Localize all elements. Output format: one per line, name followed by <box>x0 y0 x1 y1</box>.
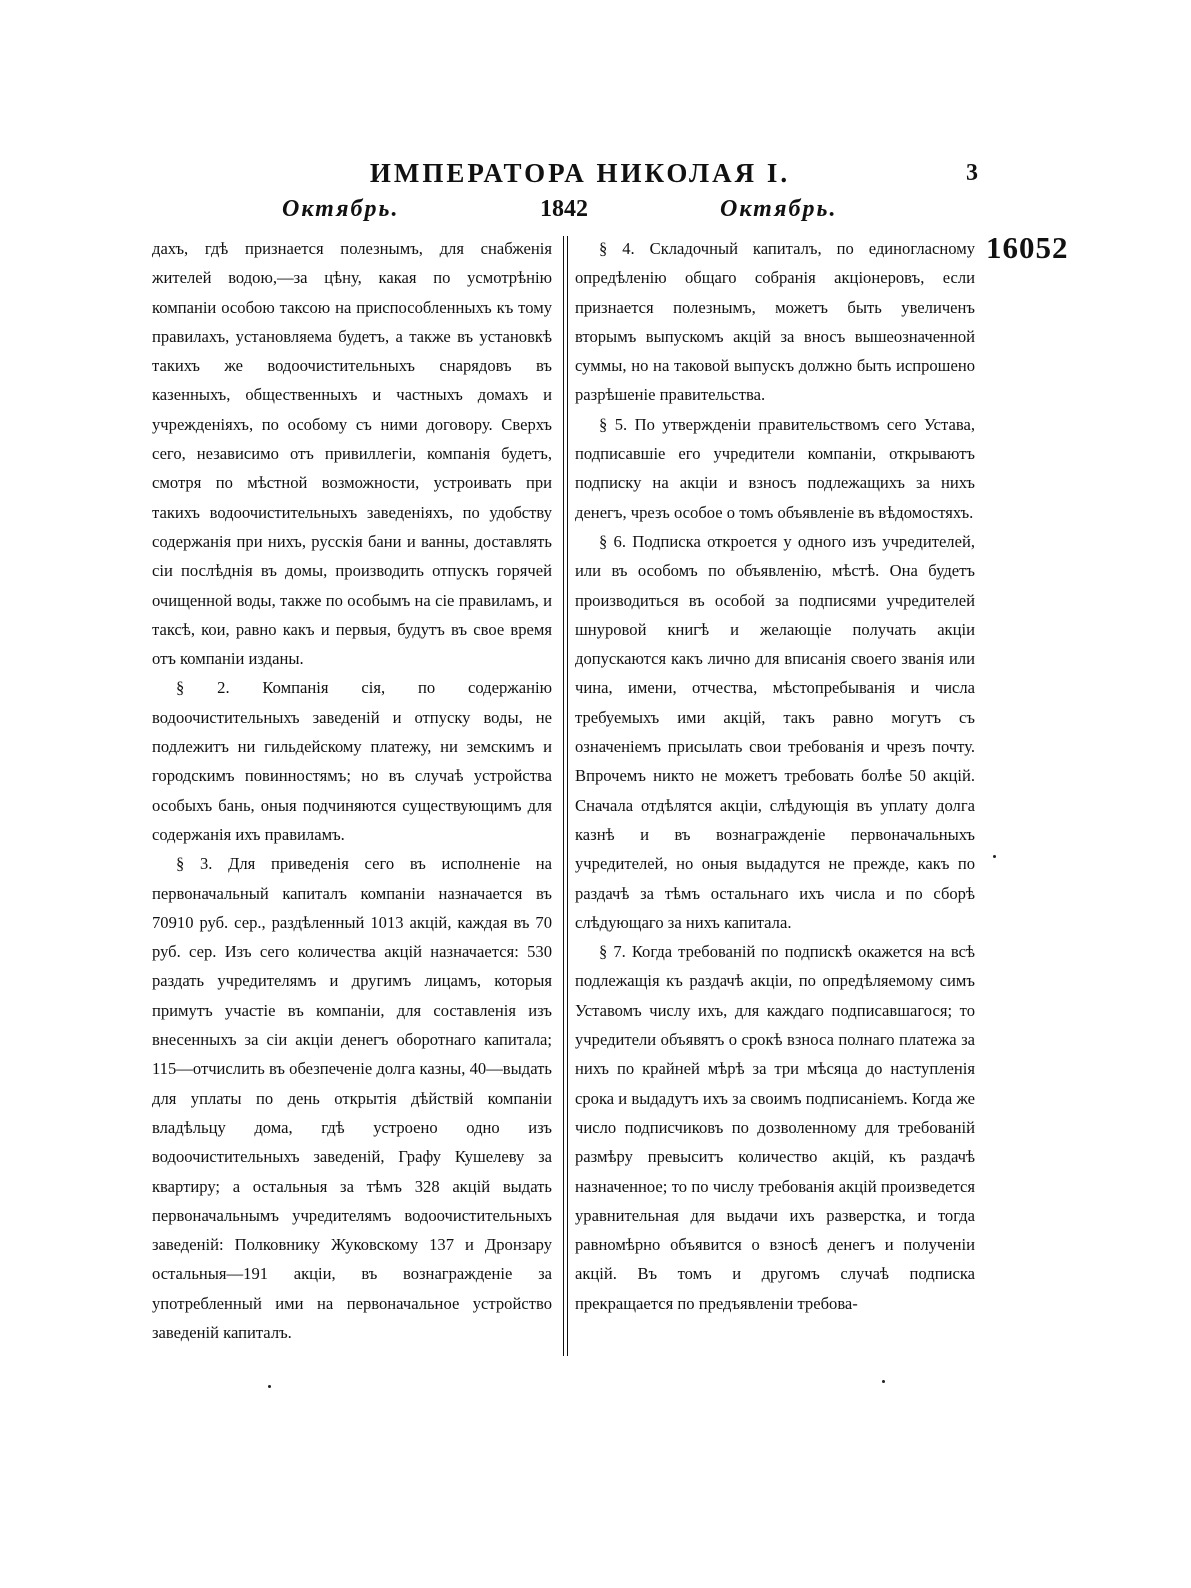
paragraph-continuation: дахъ, гдѣ признается полезнымъ, для снабженія жителей водою,—за цѣну, какая по усмотрѣнію компаніи особою таксою на приспособленныхъ къ тому правилахъ, установляема будетъ, а также въ установкѣ такихъ же водоочистительныхъ снарядовъ въ казенныхъ, общественныхъ и частныхъ домахъ и учрежденіяхъ, по особому съ ними договору. Сверхъ сего, независимо отъ привиллегіи, компанія будетъ, смотря по мѣстной возможности, устроивать при такихъ водоочистительныхъ заведеніяхъ, по удобству содержанія при нихъ, русскія бани и ванны, доставлять сіи послѣднія въ домы, производить отпускъ горячей очищенной воды, также по особымъ на сіе правиламъ, и таксѣ, кои, равно какъ и первыя, будутъ въ свое время отъ компаніи изданы. <box>152 239 552 669</box>
paragraph-section-6: § 6. Подписка откроется у одного изъ учредителей, или въ особомъ по объявленію, мѣстѣ. Она будетъ производиться въ особой за подписями учредителей шнуровой книгѣ и желающіе получать акціи допускаются какъ лично для вписанія своего званія или чина, имени, отчества, мѣстопребыванія и числа требуемыхъ ими акцій, такъ равно могутъ съ означеніемъ присылать свои требованія и чрезъ почту. Впрочемъ никто не можетъ требовать болѣе 50 акцій. Сначала отдѣлятся акціи, слѣдующія въ уплату долга казнѣ и въ вознагражденіе первоначальныхъ учредителей, но оныя выдадутся не прежде, какъ по раздачѣ за тѣмъ остальнаго ихъ числа и по сборѣ слѣдующаго за нихъ капитала. <box>575 531 975 932</box>
paragraph-section-2: § 2. Компанія сія, по содержанію водоочистительныхъ заведеній и отпуску воды, не подлежитъ ни гильдейскому платежу, ни земскимъ и городскимъ повинностямъ; но въ случаѣ устройства особыхъ бань, оныя подчиняются существующимъ для содержанія ихъ правиламъ. <box>152 678 552 844</box>
ink-speck <box>882 1380 885 1383</box>
right-column <box>575 234 975 1318</box>
dateline-year: 1842 <box>540 196 588 222</box>
paragraph-section-4: § 4. Складочный капиталъ, по единогласному опредѣленію общаго собранія акціонеровъ, если признается полезнымъ, можетъ быть увеличенъ вторымъ выпускомъ акцій за вносъ вышеозначенной суммы, но на таковой выпускъ должно быть испрошено разрѣшеніе правительства. <box>575 239 975 405</box>
running-title: ИМПЕРАТОРА НИКОЛАЯ I. <box>369 158 791 188</box>
left-column <box>152 234 552 1347</box>
page-number: 3 <box>966 160 978 186</box>
law-number: 16052 <box>986 230 1069 265</box>
paragraph-section-5: § 5. По утвержденіи правительствомъ сего Устава, подписавшіе его учредители компаніи, открываютъ подписку на акціи и взносъ подлежащихъ за нихъ денегъ, чрезъ особое о томъ объявленіе въ вѣдомостяхъ. <box>575 414 975 522</box>
dateline-month-left: Октябрь. <box>282 196 400 222</box>
dateline-month-right: Октябрь. <box>720 196 838 222</box>
column-divider <box>563 236 568 1356</box>
ink-speck <box>993 855 996 858</box>
paragraph-section-7: § 7. Когда требованій по подпискѣ окажется на всѣ подлежащія къ раздачѣ акціи, по опредѣляемому симъ Уставомъ числу ихъ, для каждаго подписавшагося; то учредители объявятъ о срокѣ взноса полнаго платежа за нихъ по крайней мѣрѣ за три мѣсяца до наступленія срока и выдадутъ ихъ за своимъ подписаніемъ. Когда же число подписчиковъ по дозволенному для требованій размѣру превыситъ количество акцій, къ раздачѣ назначенное; то по числу требованія акцій произведется уравнительная для выдачи ихъ разверстка, и тогда равномѣрно объявится о взносѣ денегъ и полученіи акцій. Въ томъ и другомъ случаѣ подписка прекращается по предъявленіи требова- <box>575 942 975 1313</box>
ink-speck <box>268 1385 271 1388</box>
paragraph-section-3: § 3. Для приведенія сего въ исполненіе на первоначальный капиталъ компаніи назначается въ 70910 руб. сер., раздѣленный 1013 акцій, каждая въ 70 руб. сер. Изъ сего количества акцій назначается: 530 раздать учредителямъ и другимъ лицамъ, которыя примутъ участіе въ компаніи, для составленія изъ внесенныхъ за сіи акціи денегъ оборотнаго капитала; 115—отчислить въ обезпеченіе долга казны, 40—выдать для уплаты по день открытія дѣйствій компаніи владѣльцу дома, гдѣ устроено одно изъ водоочистительныхъ заведеній, Графу Кушелеву за квартиру; а остальныя за тѣмъ 328 акцій выдать первоначальнымъ учредителямъ водоочистительныхъ заведеній: Полковнику Жуковскому 137 и Дронзару остальныя—191 акціи, въ вознагражденіе за употребленный ими на первоначальное устройство заведеній капиталъ. <box>152 854 552 1342</box>
